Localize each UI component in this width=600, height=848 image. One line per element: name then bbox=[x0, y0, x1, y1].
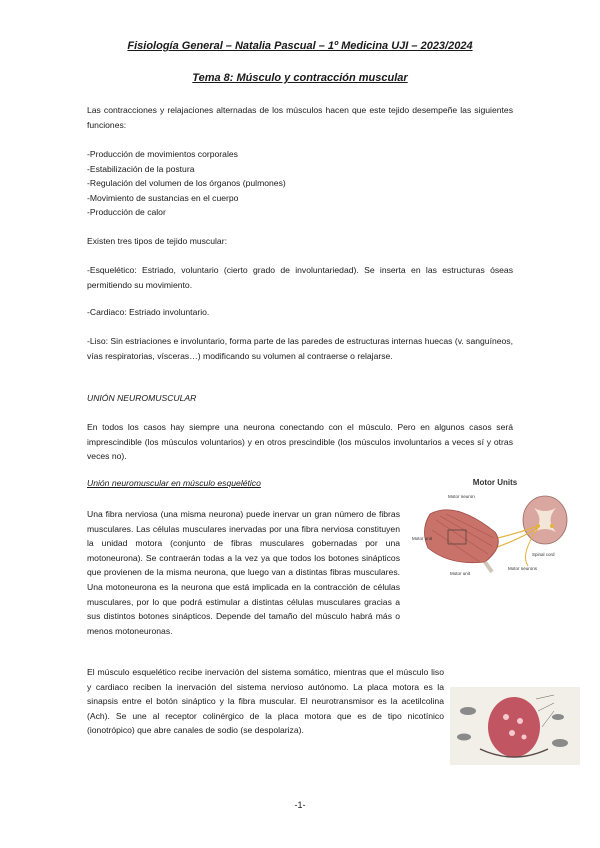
paragraph-neuromuscular-junction bbox=[87, 665, 444, 738]
vesicle bbox=[503, 714, 509, 720]
list-item: -Regulación del volumen de los órganos (pulmones) bbox=[87, 178, 286, 189]
mitochondrion bbox=[460, 707, 476, 715]
types-intro: Existen tres tipos de tejido muscular: bbox=[87, 236, 227, 246]
list-item: -Movimiento de sustancias en el cuerpo bbox=[87, 192, 239, 203]
neuron-body bbox=[550, 524, 554, 528]
type-skeletal: -Esquelético: Estriado, voluntario (cierto grado de involuntariedad). Se inserta en las estructuras óseas permitiendo su movimiento. bbox=[87, 265, 513, 290]
section-paragraph: En todos los casos hay siempre una neurona conectando con el músculo. Pero en algunos casos será imprescindible (los músculos voluntarios) y en otros prescindible (los músculos involuntarios a veces sí y otras veces no). bbox=[87, 422, 513, 462]
axon-terminal-shape bbox=[488, 697, 540, 757]
mitochondrion bbox=[552, 739, 568, 747]
page-number: -1- bbox=[294, 800, 306, 810]
label-motor-neuron: Motor neuron bbox=[448, 494, 475, 499]
tendon-shape bbox=[485, 562, 492, 572]
label-motor-unit: Motor unit bbox=[412, 536, 433, 541]
functions-list bbox=[87, 147, 513, 220]
figure-title: Motor Units bbox=[472, 478, 518, 487]
paragraph-text: Una fibra nerviosa (una misma neurona) puede inervar un gran número de fibras musculares. Las células musculares inervadas por una fibra nerviosa constituyen la unidad motora (conjunto de fibras musculares gobernadas por una motoneurona). Se contraerán todas a la vez ya que todos los botones sinápticos que provienen de la misma neurona, que luego van a distintas fibras musculares. Una motoneurona es la neurona que está implicada en la contracción de células musculares, por lo que podrá estimular a distintas células musculares gracias a sus distintos botones sinápticos. Depende del tamaño del músculo habrá más o menos motoneuronas. bbox=[87, 509, 400, 636]
vesicle bbox=[509, 730, 515, 736]
mitochondrion bbox=[552, 714, 564, 720]
paragraph-text: El músculo esquelético recibe inervación del sistema somático, mientras que el músculo liso y cardiaco reciben la inervación del sistema nervioso autónomo. La placa motora es la sinapsis entre el botón sináptico y la fibra muscular. El neurotransmisor es la acetilcolina (Ach). Se une al receptor colinérgico de la placa motora que es de tipo nicotínico (ionotrópico) que abre canales de sodio (se despolariza). bbox=[87, 667, 444, 736]
list-item: -Producción de movimientos corporales bbox=[87, 149, 238, 159]
label-motor-unit-bottom: Motor unit bbox=[450, 571, 471, 576]
list-item: -Producción de calor bbox=[87, 207, 166, 218]
list-item: -Estabilización de la postura bbox=[87, 163, 195, 174]
mitochondrion bbox=[457, 734, 471, 741]
topic-title: Tema 8: Músculo y contracción muscular bbox=[192, 72, 408, 84]
section-title: UNIÓN NEUROMUSCULAR bbox=[87, 393, 197, 403]
motor-units-figure bbox=[410, 474, 580, 586]
type-smooth: -Liso: Sin estriaciones e involuntario, forma parte de las paredes de estructuras internas huecas (v. sanguíneos, vías respiratorias, vísceras…) modificando su volumen al contraerse o relajarse. bbox=[87, 336, 513, 361]
vesicle bbox=[517, 718, 523, 724]
label-motor-neurons: Motor neurons bbox=[508, 566, 538, 571]
neuromuscular-junction-figure bbox=[450, 687, 580, 765]
type-cardiac: -Cardiaco: Estriado involuntario. bbox=[87, 307, 210, 317]
muscle-shape bbox=[424, 510, 498, 563]
vesicle bbox=[522, 735, 527, 740]
subsection-title: Unión neuromuscular en músculo esquelético bbox=[87, 478, 261, 488]
label-spinal-cord: Spinal cord bbox=[532, 552, 555, 557]
document-header: Fisiología General – Natalia Pascual – 1º Medicina UJI – 2023/2024 bbox=[127, 40, 473, 52]
intro-paragraph: Las contracciones y relajaciones alternadas de los músculos hacen que este tejido desempeñe las siguientes funciones: bbox=[87, 105, 513, 130]
paragraph-motor-unit bbox=[87, 507, 400, 638]
